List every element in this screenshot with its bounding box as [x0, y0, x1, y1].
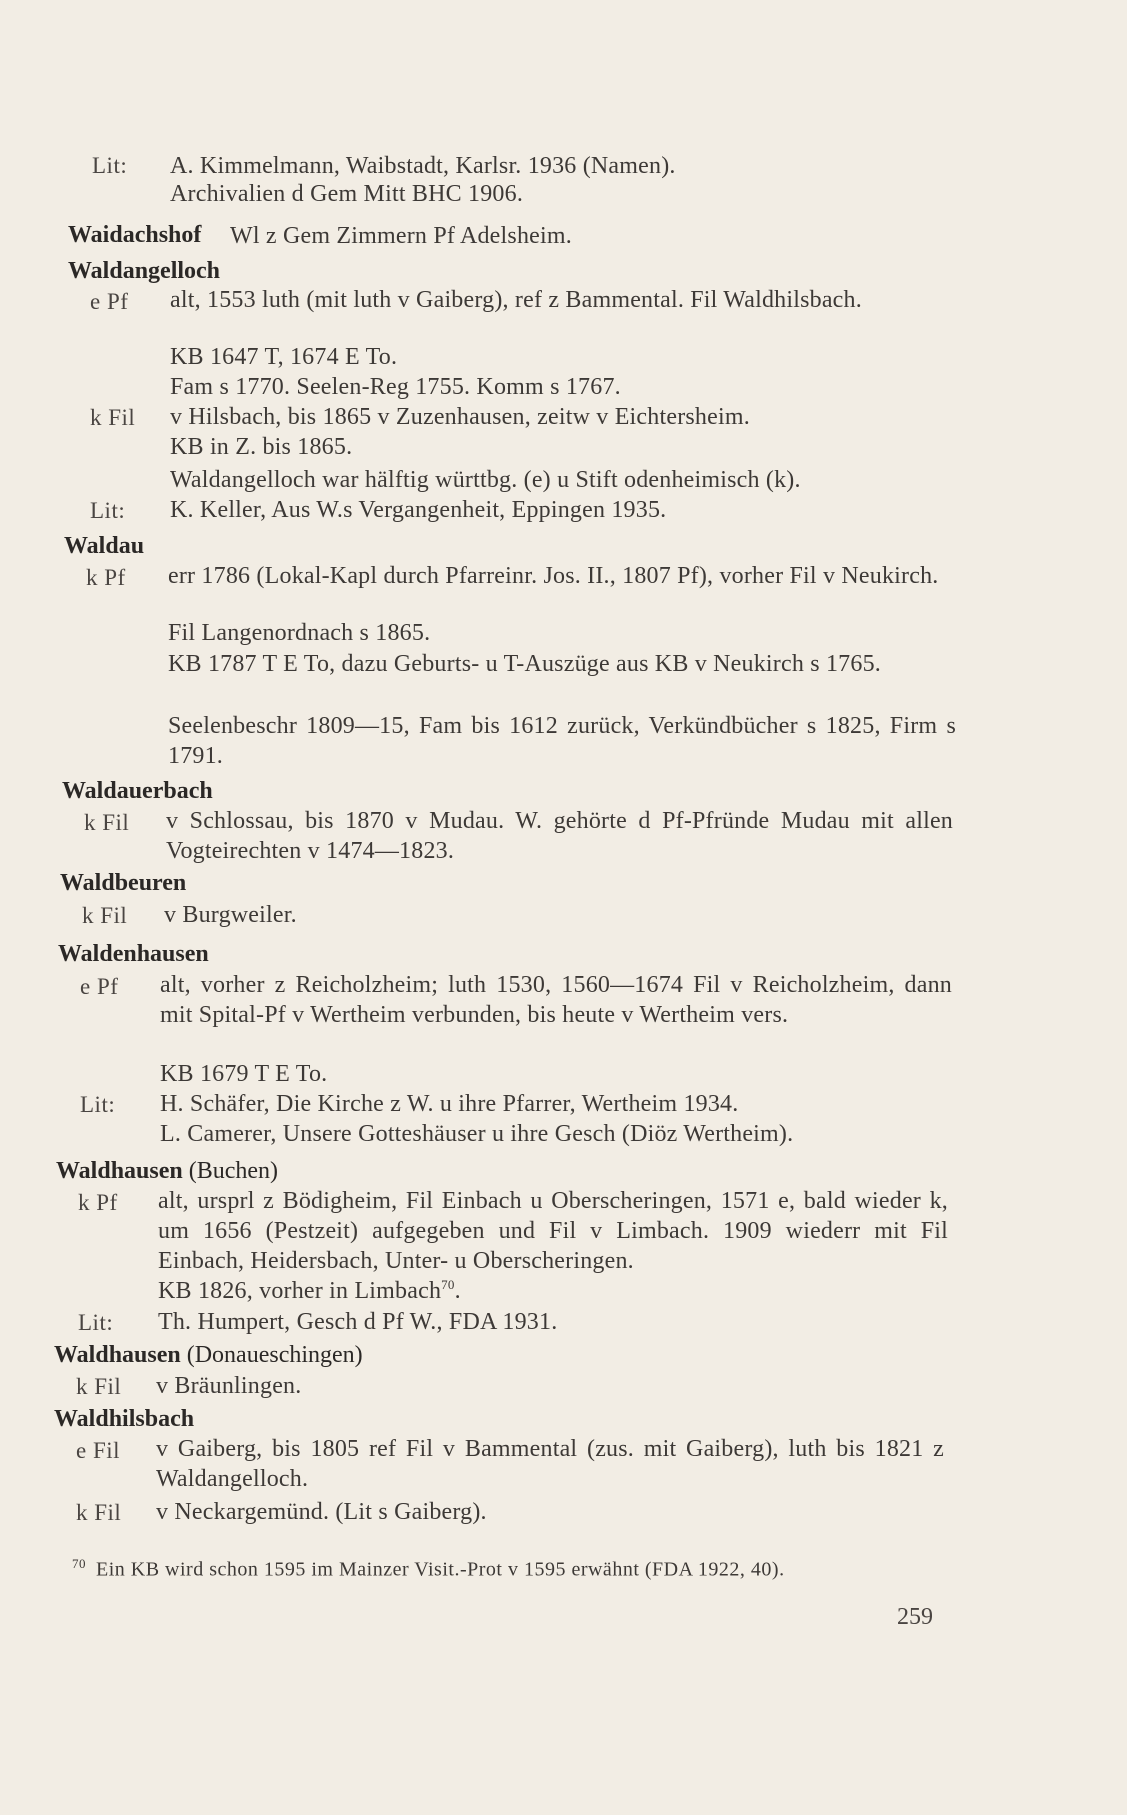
entry-heading: Waidachshof [68, 222, 202, 248]
lit-label: Lit: [80, 1092, 116, 1117]
entry-heading: Waldenhausen [58, 941, 209, 967]
entry-heading [54, 1342, 363, 1369]
entry-line: v Neckargemünd. (Lit s Gaiberg). [156, 1499, 487, 1525]
entry-heading-sub: (Buchen) [188, 1158, 279, 1184]
lit-line: A. Kimmelmann, Waibstadt, Karlsr. 1936 (Namen). [170, 153, 676, 179]
lit-label: Lit: [78, 1310, 114, 1335]
entry-text: alt, ursprl z Bödigheim, Fil Einbach u Oberscheringen, 1571 e, bald wieder k, um 1656 (Pestzeit) aufgegeben und Fil v Limbach. 1909 wiederr mit Fil Einbach, Heidersbach, Unter- u Oberscheringen. [158, 1188, 948, 1274]
entry-heading-name: Waldhausen [56, 1158, 183, 1184]
lit-line: K. Keller, Aus W.s Vergangenheit, Eppingen 1935. [170, 497, 667, 523]
entry-text: alt, 1553 luth (mit luth v Gaiberg), ref z Bammental. Fil Waldhilsbach. [170, 287, 862, 313]
category-label: e Fil [76, 1438, 121, 1463]
category-label: e Pf [90, 289, 129, 314]
entry-heading: Waldau [64, 533, 145, 559]
footnote-number: 70 [72, 1556, 86, 1571]
lit-line: H. Schäfer, Die Kirche z W. u ihre Pfarrer, Wertheim 1934. [160, 1091, 739, 1117]
footnote-text: Ein KB wird schon 1595 im Mainzer Visit.-Prot v 1595 erwähnt (FDA 1922, 40). [96, 1558, 785, 1581]
entry-heading: Waldbeuren [60, 870, 187, 896]
entry-line: KB 1679 T E To. [160, 1061, 328, 1087]
entry-line [158, 1277, 461, 1305]
kb-end: . [454, 1278, 461, 1304]
category-label: k Fil [84, 810, 130, 835]
entry-text: v Gaiberg, bis 1805 ref Fil v Bammental (zus. mit Gaiberg), luth bis 1821 z Waldangelloch. [156, 1436, 944, 1492]
lit-line: L. Camerer, Unsere Gotteshäuser u ihre Gesch (Diöz Wertheim). [160, 1121, 794, 1147]
lit-label: Lit: [90, 498, 126, 523]
entry-line: KB in Z. bis 1865. [170, 434, 353, 460]
entry-heading [56, 1158, 278, 1185]
entry-heading-sub: (Donaueschingen) [186, 1342, 363, 1368]
entry-text: Seelenbeschr 1809—15, Fam bis 1612 zurück, Verkündbücher s 1825, Firm s 1791. [168, 713, 956, 769]
category-label: k Pf [78, 1190, 118, 1215]
category-label: e Pf [80, 974, 119, 999]
kb-text: KB 1826, vorher in Limbach [158, 1278, 442, 1304]
entry-line: v Hilsbach, bis 1865 v Zuzenhausen, zeitw v Eichtersheim. [170, 404, 750, 430]
entry-heading-name: Waldhausen [54, 1342, 181, 1368]
lit-label: Lit: [92, 153, 128, 178]
entry-text: err 1786 (Lokal-Kapl durch Pfarreinr. Jos. II., 1807 Pf), vorher Fil v Neukirch. [168, 563, 939, 589]
footnote [72, 1556, 785, 1582]
category-label: k Fil [90, 405, 136, 430]
entry-heading: Waldhilsbach [54, 1406, 195, 1432]
category-label: k Pf [86, 565, 126, 590]
entry-line: Fam s 1770. Seelen-Reg 1755. Komm s 1767. [170, 374, 621, 400]
footnote-ref: 70 [441, 1277, 455, 1292]
entry-text: KB 1787 T E To, dazu Geburts- u T-Auszüge aus KB v Neukirch s 1765. [168, 651, 881, 677]
category-label: k Fil [82, 903, 128, 928]
entry-line: KB 1647 T, 1674 E To. [170, 344, 398, 370]
category-label: k Fil [76, 1374, 122, 1399]
entry-text: Wl z Gem Zimmern Pf Adelsheim. [230, 223, 572, 249]
category-label: k Fil [76, 1500, 122, 1525]
page-number: 259 [897, 1604, 933, 1630]
entry-heading: Waldangelloch [68, 258, 221, 284]
entry-line: v Bräunlingen. [156, 1373, 302, 1399]
lit-line: Archivalien d Gem Mitt BHC 1906. [170, 181, 524, 207]
lit-line: Th. Humpert, Gesch d Pf W., FDA 1931. [158, 1309, 558, 1335]
entry-text: alt, vorher z Reicholzheim; luth 1530, 1560—1674 Fil v Reicholzheim, dann mit Spital-Pf v Wertheim verbunden, bis heute v Wertheim vers. [160, 972, 952, 1028]
entry-text: v Schlossau, bis 1870 v Mudau. W. gehörte d Pf-Pfründe Mudau mit allen Vogteirechten v 1474—1823. [166, 808, 953, 864]
entry-line: Fil Langenordnach s 1865. [168, 620, 431, 646]
entry-line: Waldangelloch war hälftig württbg. (e) u Stift odenheimisch (k). [170, 467, 801, 493]
entry-heading: Waldauerbach [62, 778, 213, 804]
entry-line: v Burgweiler. [164, 902, 297, 928]
